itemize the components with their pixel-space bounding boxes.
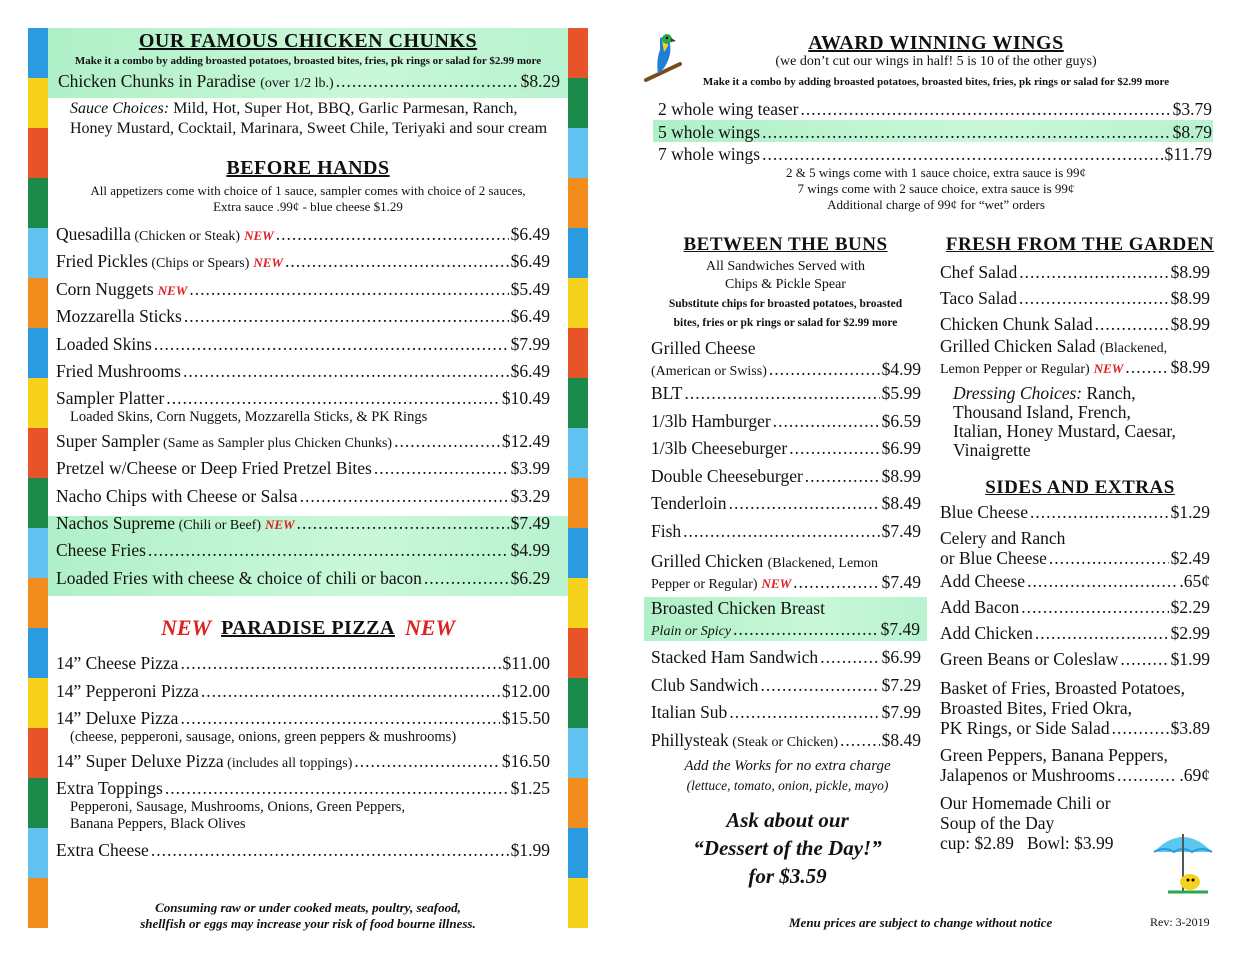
- price: $6.49: [510, 306, 550, 327]
- menu-item: Fried Mushrooms ..... $6.49: [56, 358, 550, 385]
- menu-item: Chicken Chunk Salad ..... $8.99: [940, 311, 1210, 337]
- menu-item-grilled-cheese: (American or Swiss) ..... $4.99: [651, 359, 921, 380]
- price: $10.49: [501, 388, 550, 409]
- menu-item: 14” Cheese Pizza ..... $11.00: [56, 650, 550, 678]
- menu-item: Cheese Fries ..... $4.99: [56, 537, 550, 564]
- before-hands-note: All appetizers come with choice of 1 sauce, sampler comes with choice of 2 sauces, Extra sauce .99¢ - blue cheese $1.29: [90, 183, 526, 214]
- price: $8.99: [1170, 314, 1210, 334]
- price: $8.99: [881, 465, 921, 486]
- sauce-choices: Sauce Choices: Mild, Hot, Super Hot, BBQ, Garlic Parmesan, Ranch, Honey Mustard, Cocktail, Marinara, Sweet Chile, Teriyaki and sour cream: [70, 100, 548, 137]
- new-badge: NEW: [253, 255, 283, 271]
- price: $16.50: [501, 750, 550, 771]
- price: $6.49: [510, 224, 550, 244]
- wings-combo-note: Make it a combo by adding broasted potatoes, broasted bites, fries, pk rings or salad for $2.99 more: [702, 76, 1170, 88]
- price: $6.99: [881, 438, 921, 458]
- menu-item: Super Sampler (Same as Sampler plus Chicken Chunks) ..... $12.49: [56, 428, 550, 455]
- price: $3.79: [1172, 99, 1212, 119]
- price: $3.29: [510, 485, 550, 506]
- price: $12.00: [501, 680, 550, 701]
- item-description: Pepperoni, Sausage, Mushrooms, Onions, Green Peppers,: [70, 798, 406, 815]
- consumer-warning: Consuming raw or under cooked meats, poultry, seafood, shellfish or eggs may increase your risk of food bourne illness.: [140, 900, 476, 931]
- price: .65¢: [1179, 571, 1210, 591]
- new-badge: NEW: [244, 228, 274, 243]
- menu-item: 1/3lb Cheeseburger ..... $6.99: [651, 435, 921, 463]
- price: $6.59: [881, 410, 921, 431]
- revision-label: Rev: 3-2019: [1150, 915, 1210, 929]
- pizza-list: [56, 650, 550, 864]
- pizza-header: [48, 615, 568, 641]
- menu-item: Tenderloin ..... $8.49: [651, 490, 921, 518]
- wings-list: [658, 98, 1212, 166]
- menu-item: Chef Salad ..... $8.99: [940, 259, 1210, 285]
- chili-prices: cup: $2.89 Bowl: $3.99: [940, 833, 1114, 853]
- menu-item: Italian Sub ..... $7.99: [651, 699, 921, 727]
- price: $4.99: [510, 540, 550, 561]
- price: $8.79: [1172, 121, 1212, 142]
- price: $7.99: [881, 702, 921, 722]
- menu-item: 14” Deluxe Pizza ..... $15.50: [56, 705, 550, 733]
- menu-item: Extra Cheese ..... $1.99: [56, 837, 550, 865]
- item-description: (cheese, pepperoni, sausage, onions, green peppers & mushrooms): [70, 728, 457, 745]
- menu-item: Loaded Fries with cheese & choice of chili or bacon ..... $6.29: [56, 565, 550, 592]
- menu-item: Corn Nuggets NEW ..... $5.49: [56, 276, 550, 303]
- menu-item: Double Cheeseburger ..... $8.99: [651, 463, 921, 491]
- menu-item-basket: PK Rings, or Side Salad ..... $3.89: [940, 718, 1210, 738]
- new-badge: NEW: [1093, 361, 1124, 376]
- price: $12.49: [501, 430, 550, 451]
- buns-list: [651, 338, 921, 593]
- buns-note: All Sandwiches Served with Chips & Pickle Spear: [705, 259, 866, 292]
- menu-item: 2 whole wing teaser ..... $3.79: [658, 98, 1212, 121]
- chunks-combo-note: Make it a combo by adding broasted potatoes, broasted bites, fries, pk rings or salad for $2.99 more: [74, 55, 542, 67]
- price: $1.99: [1170, 649, 1210, 669]
- works-note: Add the Works for no extra charge (lettuce, tomato, onion, pickle, mayo): [684, 758, 891, 793]
- new-badge: NEW: [160, 615, 212, 640]
- menu-item: Quesadilla (Chicken or Steak) NEW ..... $6.49: [56, 221, 550, 248]
- menu-item: Green Beans or Coleslaw ..... $1.99: [940, 646, 1210, 672]
- menu-item: 14” Pepperoni Pizza ..... $12.00: [56, 678, 550, 706]
- price: $11.79: [1164, 144, 1212, 164]
- price: $7.29: [881, 674, 921, 695]
- menu-item: BLT ..... $5.99: [651, 380, 921, 408]
- menu-item: Phillysteak (Steak or Chicken) ..... $8.49: [651, 727, 921, 755]
- buns-sub-note: Substitute chips for broasted potatoes, broasted bites, fries or pk rings or salad for $2.99 more: [668, 298, 903, 329]
- right-menu-page: [640, 28, 1225, 938]
- menu-item-broasted-chicken: Broasted Chicken Breast Plain or Spicy ..... $7.49: [644, 597, 927, 641]
- buns-column: [644, 234, 927, 333]
- wings-notes: 2 & 5 wings come with 1 sauce choice, extra sauce is 99¢ 7 wings come with 2 sauce choice, extra sauce is 99¢ Additional charge of 99¢ for “wet” orders: [786, 165, 1086, 212]
- dessert-promo: Ask about our “Dessert of the Day!” for $3.59: [693, 808, 882, 888]
- price: $7.49: [881, 520, 921, 541]
- item-description: Banana Peppers, Black Olives: [70, 815, 246, 832]
- wings-title: AWARD WINNING WINGS: [808, 32, 1064, 54]
- garden-list: [940, 259, 1210, 337]
- price: $1.25: [510, 778, 550, 798]
- sides-list: Blue Cheese ..... $1.29 Celery and Ranch or Blue Cheese ..... $2.49 Add Cheese ..... .65¢ Add Bacon ..... $2.29 Add Chicken ..... $2.99 Green Beans or Coleslaw ..... $1.99 Basket of Fries, Broasted Potatoes, Broasted Bites, Fried Okra, PK Rings, or Side Salad ..... $3.89 Green Peppers, Banana Peppers, Jalapenos or Mushrooms ..... .69¢ Our Homemade Chili or Soup of the Day cup: $2.89 Bowl: $3.99: [940, 502, 1210, 853]
- price: $7.99: [510, 333, 550, 354]
- price: $6.99: [881, 647, 921, 667]
- dressing-choices: Dressing Choices: Ranch, Thousand Island, French, Italian, Honey Mustard, Caesar, Vinaigrette: [953, 383, 1176, 460]
- menu-item: 5 whole wings ..... $8.79: [658, 121, 1212, 144]
- menu-item-peppers: Jalapenos or Mushrooms ..... .69¢: [940, 765, 1210, 785]
- menu-item: Nacho Chips with Cheese or Salsa ..... $3.29: [56, 483, 550, 510]
- new-badge: NEW: [157, 282, 188, 298]
- price: $1.99: [510, 839, 550, 860]
- price: $8.49: [881, 493, 921, 513]
- price: $6.29: [510, 567, 550, 588]
- menu-item: Pretzel w/Cheese or Deep Fried Pretzel Bites ..... $3.99: [56, 455, 550, 482]
- menu-item: Sampler Platter ..... $10.49: [56, 385, 550, 412]
- menu-item: 1/3lb Hamburger ..... $6.59: [651, 408, 921, 436]
- menu-item-blue-cheese: Blue Cheese ..... $1.29: [940, 502, 1210, 522]
- menu-item-celery-ranch: or Blue Cheese ..... $2.49: [940, 548, 1210, 568]
- pizza-title: PARADISE PIZZA: [221, 616, 395, 639]
- before-hands-title: BEFORE HANDS: [226, 157, 390, 179]
- price: $7.49: [510, 512, 550, 533]
- price: $2.29: [1170, 597, 1210, 617]
- menu-item: Add Cheese ..... .65¢: [940, 568, 1210, 594]
- menu-item: Taco Salad ..... $8.99: [940, 285, 1210, 311]
- price: $8.49: [881, 729, 921, 750]
- menu-item-grilled-chicken-salad: Grilled Chicken Salad (Blackened, Lemon Pepper or Regular) NEW ..... $8.99: [940, 336, 1210, 378]
- price: $11.00: [502, 653, 550, 673]
- price: $6.49: [510, 251, 550, 272]
- buns-list-2: [651, 644, 921, 754]
- garden-title: FRESH FROM THE GARDEN: [945, 234, 1215, 255]
- price-change-notice: Menu prices are subject to change without notice: [789, 915, 1053, 930]
- price: $6.49: [510, 360, 550, 381]
- menu-item-grilled-chicken: Grilled Chicken (Blackened, Lemon: [651, 551, 879, 571]
- price: $8.99: [1170, 288, 1210, 308]
- wings-subtitle: (we don’t cut our wings in half! 5 is 10 of the other guys): [775, 54, 1097, 69]
- price: $5.49: [510, 278, 550, 299]
- menu-item: 7 whole wings ..... $11.79: [658, 143, 1212, 166]
- price: $3.99: [510, 458, 550, 479]
- menu-item: Loaded Skins ..... $7.99: [56, 331, 550, 358]
- new-badge: NEW: [761, 576, 792, 591]
- menu-item: Stacked Ham Sandwich ..... $6.99: [651, 644, 921, 672]
- menu-item: Club Sandwich ..... $7.29: [651, 672, 921, 700]
- sides-title: SIDES AND EXTRAS: [985, 477, 1175, 498]
- menu-item: Extra Toppings ..... $1.25: [56, 775, 550, 803]
- price: $8.99: [1170, 262, 1210, 282]
- decorative-border-left: [28, 28, 48, 930]
- buns-title: BETWEEN THE BUNS: [683, 234, 888, 255]
- new-badge: NEW: [265, 516, 295, 532]
- price: $2.99: [1170, 623, 1210, 643]
- left-menu-page: [48, 28, 568, 930]
- menu-item: Mozzarella Sticks ..... $6.49: [56, 303, 550, 330]
- price: $5.99: [881, 383, 921, 403]
- grilled-chicken-price-row: Pepper or Regular) NEW ..... $7.49: [651, 572, 921, 593]
- beach-umbrella-icon: [1150, 828, 1216, 900]
- menu-item: 14” Super Deluxe Pizza (includes all toppings) ..... $16.50: [56, 748, 550, 776]
- before-hands-list: [56, 221, 550, 592]
- menu-item: Fried Pickles (Chips or Spears) NEW ..... $6.49: [56, 248, 550, 275]
- chunks-title: OUR FAMOUS CHICKEN CHUNKS: [138, 30, 478, 52]
- item-description: Loaded Skins, Corn Nuggets, Mozzarella Sticks, & PK Rings: [70, 408, 428, 425]
- menu-item: Fish ..... $7.49: [651, 518, 921, 546]
- menu-item-chicken-chunks: Chicken Chunks in Paradise (over 1/2 lb.) ..... $8.29: [58, 71, 560, 92]
- menu-item: Add Bacon ..... $2.29: [940, 594, 1210, 620]
- price: $8.29: [520, 71, 560, 91]
- grilled-cheese-name: Grilled Cheese: [651, 338, 756, 358]
- menu-item: Add Chicken ..... $2.99: [940, 620, 1210, 646]
- decorative-border-right: [568, 28, 588, 930]
- new-badge: NEW: [404, 615, 456, 640]
- menu-item: Nachos Supreme (Chili or Beef) NEW ..... $7.49: [56, 510, 550, 537]
- price: $15.50: [501, 708, 550, 728]
